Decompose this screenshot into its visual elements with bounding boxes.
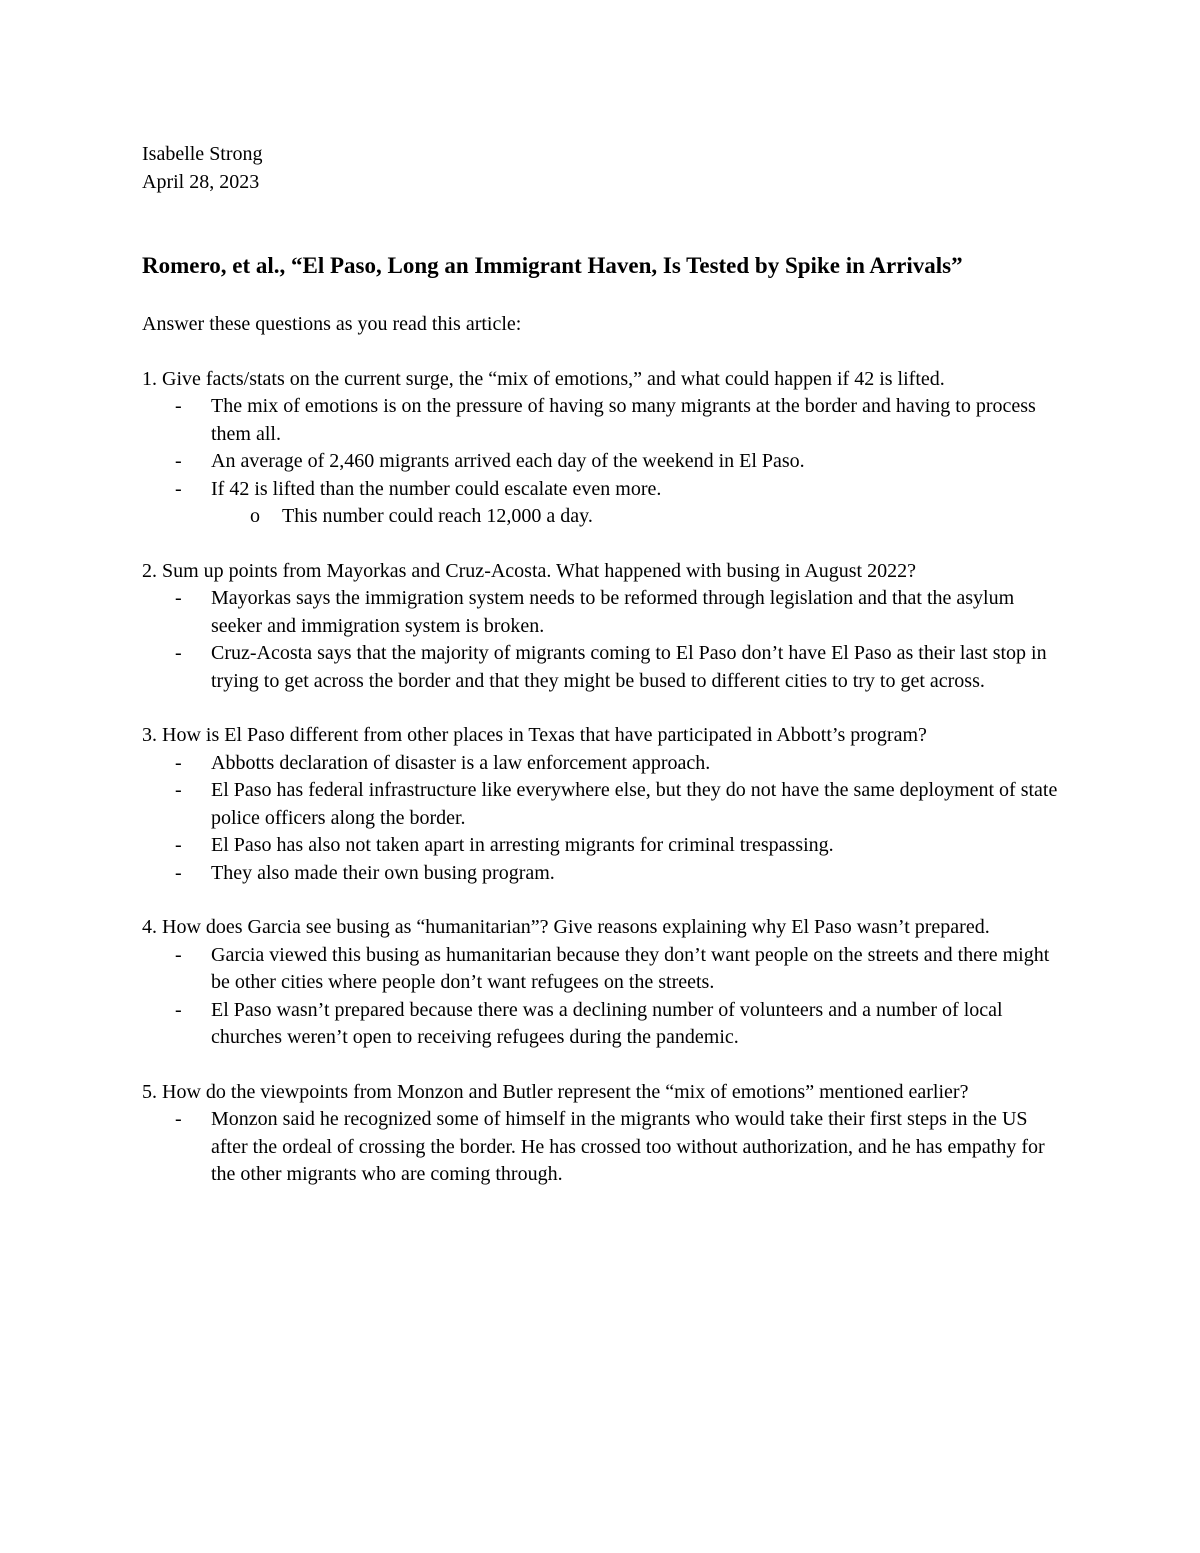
question-text: 1. Give facts/stats on the current surge, the “mix of emotions,” and what could happen if 42 is lifted. [142,367,945,390]
answer-text: El Paso has also not taken apart in arresting migrants for criminal trespassing. [211,834,834,856]
list-item [142,942,1062,997]
instructions: Answer these questions as you read this article: [142,313,522,335]
dash-bullet: - [175,861,182,884]
dash-bullet: - [175,395,182,417]
list-item [142,585,1062,640]
dash-bullet: - [175,642,182,664]
answer-text: Cruz-Acosta says that the majority of migrants coming to El Paso don’t have El Paso as their last stop in trying to get across the border and that they might be bused to different cities to try to get across. [211,642,1047,692]
answer-text: An average of 2,460 migrants arrived each day of the weekend in El Paso. [211,450,805,472]
list-item [142,860,1062,888]
answer-text: Monzon said he recognized some of himself in the migrants who would take their first steps in the US after the ordeal of crossing the border. He has crossed too without authorization, and he has empathy for the other migrants who are coming through. [211,1108,1045,1185]
dash-bullet: - [175,751,182,774]
list-item [142,1106,1062,1189]
sub-answer-list [142,503,1062,531]
question-5 [142,1079,1062,1189]
dash-bullet: - [175,943,182,966]
answer-text: El Paso wasn’t prepared because there was a declining number of volunteers and a number of local churches weren’t open to receiving refugees during the pandemic. [211,998,1003,1048]
question-text: 4. How does Garcia see busing as “humanitarian”? Give reasons explaining why El Paso wasn’t prepared. [142,916,990,938]
answer-list [142,393,1062,503]
question-text: 3. How is El Paso different from other places in Texas that have participated in Abbott’s program? [142,724,927,746]
answer-list [142,585,1062,695]
question-1 [142,366,1062,531]
answer-text: The mix of emotions is on the pressure of having so many migrants at the border and having to process them all. [211,395,1036,445]
answer-text: They also made their own busing program. [211,861,555,884]
dash-bullet: - [175,450,182,472]
dash-bullet: - [175,587,182,609]
author-name: Isabelle Strong [142,143,263,165]
list-item [142,393,1062,448]
list-item [142,832,1062,860]
answer-text: El Paso has federal infrastructure like everywhere else, but they do not have the same deployment of state police officers along the border. [211,779,1058,829]
list-item [142,476,1062,504]
answer-list [142,750,1062,888]
list-item [142,777,1062,832]
dash-bullet: - [175,1108,182,1130]
dash-bullet: - [175,477,182,500]
answer-text: Abbotts declaration of disaster is a law enforcement approach. [211,751,711,774]
dash-bullet: - [175,834,182,856]
question-4 [142,914,1062,1052]
list-item [142,997,1062,1052]
article-title: Romero, et al., “El Paso, Long an Immigrant Haven, Is Tested by Spike in Arrivals” [142,253,963,278]
question-3 [142,722,1062,887]
list-item [142,448,1062,476]
document-date: April 28, 2023 [142,170,260,193]
answer-text: If 42 is lifted than the number could escalate even more. [211,477,662,500]
list-item [142,640,1062,695]
answer-list [142,942,1062,1052]
circle-bullet: o [250,505,260,527]
answer-text: Garcia viewed this busing as humanitarian because they don’t want people on the streets and there might be other cities where people don’t want refugees on the streets. [211,943,1050,993]
document-page [142,141,1062,1189]
answer-list [142,1106,1062,1189]
list-item [142,503,1062,531]
question-2 [142,558,1062,696]
sub-answer-text: This number could reach 12,000 a day. [282,505,593,527]
dash-bullet: - [175,779,182,801]
dash-bullet: - [175,998,182,1021]
answer-text: Mayorkas says the immigration system needs to be reformed through legislation and that the asylum seeker and immigration system is broken. [211,587,1015,637]
list-item [142,750,1062,778]
question-text: 5. How do the viewpoints from Monzon and Butler represent the “mix of emotions” mentioned earlier? [142,1080,969,1103]
question-text: 2. Sum up points from Mayorkas and Cruz-Acosta. What happened with busing in August 2022? [142,559,916,582]
